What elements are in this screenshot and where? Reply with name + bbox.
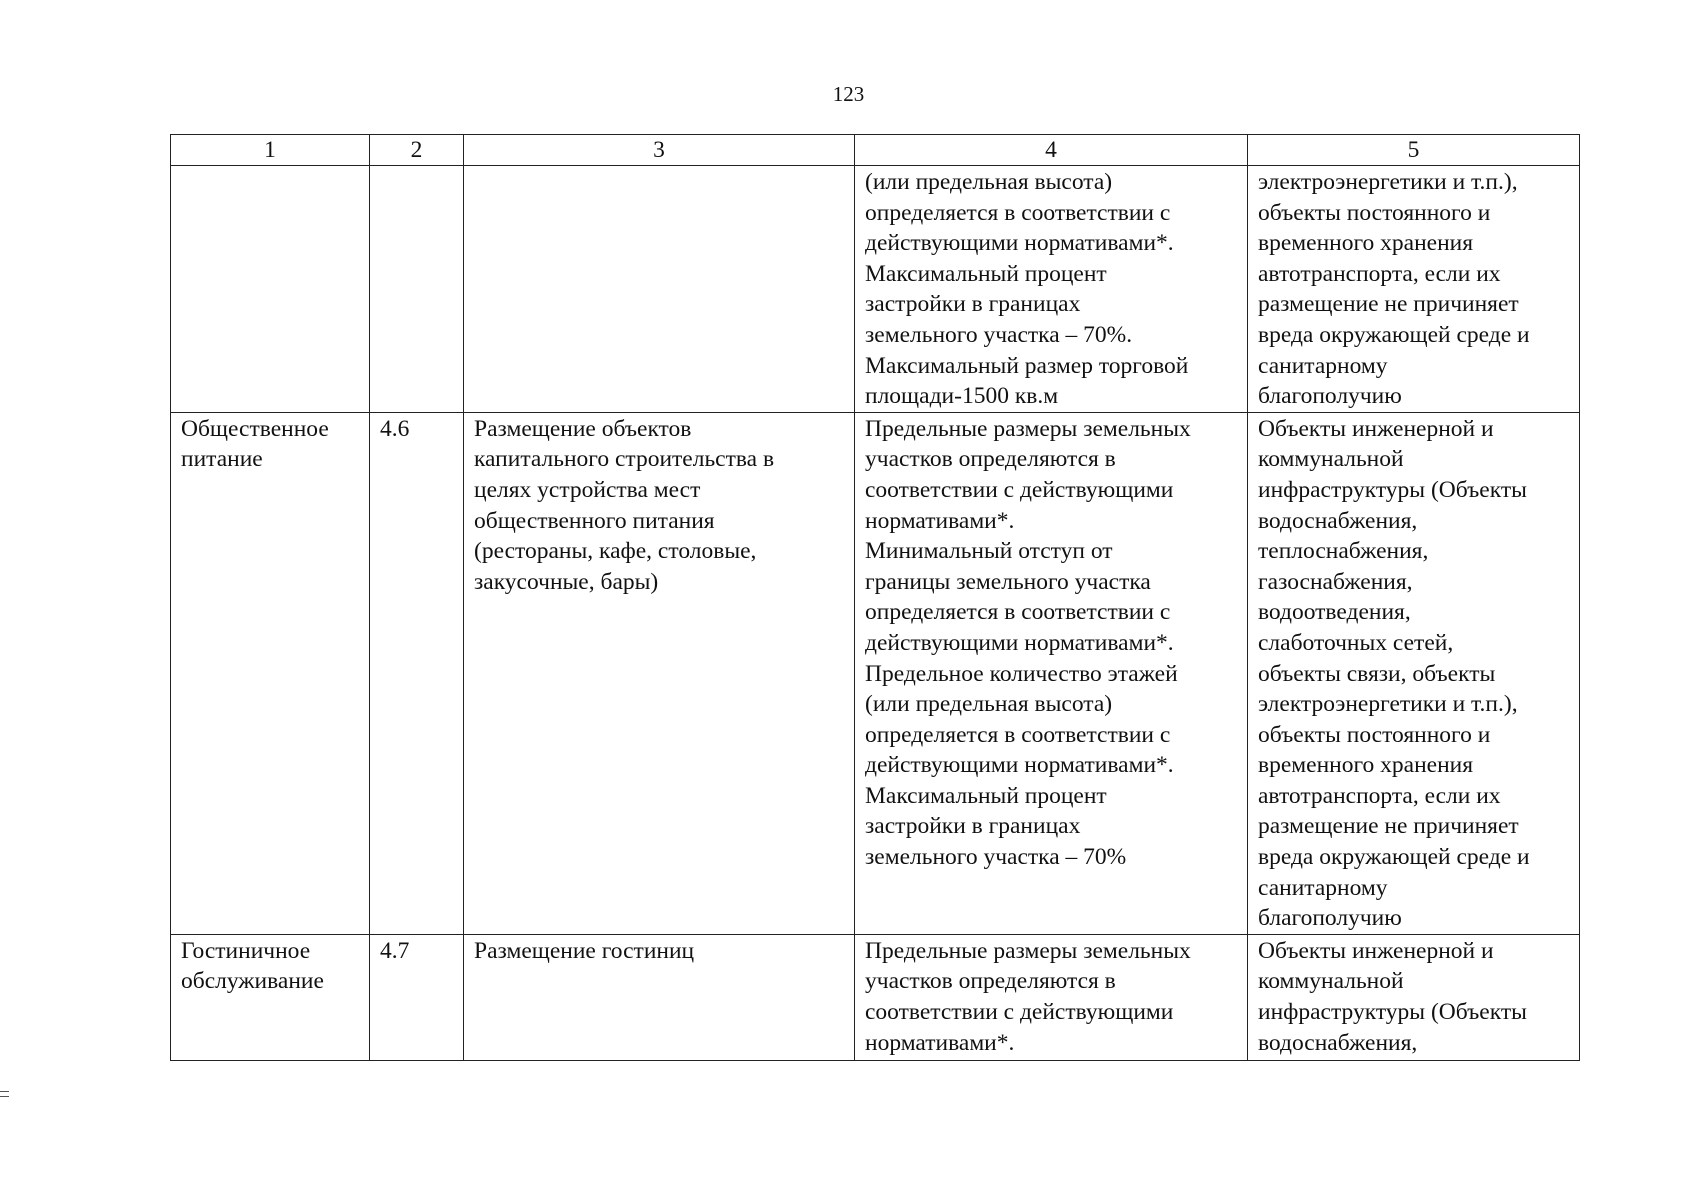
scan-artifact-mark [0,1091,9,1092]
cell-line: слаботочных сетей, [1258,629,1454,656]
cell-name [171,412,370,934]
cell-line: участков определяются в [865,968,1116,995]
cell-line: теплоснабжения, [1258,538,1429,565]
cell-line: действующими нормативами*. [865,230,1174,257]
cell-line: земельного участка – 70%. [865,321,1133,348]
cell-code [370,412,464,934]
cell-line: Предельные размеры земельных [865,415,1191,442]
cell-line: инфраструктуры (Объекты [1258,476,1527,503]
cell-line: Размещение гостиниц [474,937,695,964]
cell-line: временного хранения [1258,230,1474,257]
cell-line: вреда окружающей среде и [1258,321,1530,348]
cell-line: Максимальный размер торговой [865,352,1189,379]
cell-line: соответствии с действующими [865,999,1174,1026]
column-header-4: 4 [855,135,1248,166]
cell-parameters [855,166,1248,413]
cell-description [464,934,855,1060]
cell-line: Максимальный процент [865,260,1107,287]
cell-line: электроэнергетики и т.п.), [1258,169,1518,195]
cell-line: закусочные, бары) [474,568,659,595]
cell-line: земельного участка – 70% [865,844,1127,871]
cell-line: размещение не причиняет [1258,813,1519,840]
cell-line: 4.6 [380,415,410,442]
cell-parameters [855,412,1248,934]
scan-artifact-mark [0,1096,9,1097]
cell-line: нормативами*. [865,1029,1015,1056]
cell-line: вреда окружающей среде и [1258,844,1530,871]
cell-line: соответствии с действующими [865,476,1174,503]
cell-line: автотранспорта, если их [1258,782,1501,809]
column-header-2: 2 [370,135,464,166]
cell-line: водоснабжения, [1258,507,1418,534]
cell-line: застройки в границах [865,813,1081,840]
cell-line: действующими нормативами*. [865,629,1174,656]
cell-line: объекты постоянного и [1258,721,1491,748]
cell-line: благополучию [1258,905,1402,932]
cell-line: целях устройства мест [474,476,701,503]
cell-line: размещение не причиняет [1258,291,1519,318]
cell-name [171,166,370,413]
cell-line: участков определяются в [865,446,1116,473]
cell-line: Размещение объектов [474,415,692,442]
cell-line: площади-1500 кв.м [865,383,1059,410]
page-number: 123 [832,82,865,106]
cell-line: объекты связи, объекты [1258,660,1496,687]
cell-line: (или предельная высота) [865,169,1113,195]
cell-line: общественного питания [474,507,715,534]
cell-line: питание [181,446,263,473]
column-header-5: 5 [1248,135,1580,166]
cell-auxiliary [1248,166,1580,413]
cell-line: (или предельная высота) [865,691,1113,718]
cell-line: границы земельного участка [865,568,1151,595]
cell-line: коммунальной [1258,446,1404,473]
cell-line: (рестораны, кафе, столовые, [474,538,757,565]
cell-line: Предельное количество этажей [865,660,1178,687]
cell-line: Объекты инженерной и [1258,415,1494,442]
table-header-row [171,135,1580,166]
cell-line: благополучию [1258,383,1402,410]
cell-line: автотранспорта, если их [1258,260,1501,287]
cell-line: Объекты инженерной и [1258,937,1494,964]
cell-line: 4.7 [380,937,410,964]
cell-line: определяется в соответствии с [865,721,1171,748]
cell-line: определяется в соответствии с [865,199,1171,226]
column-header-1: 1 [171,135,370,166]
cell-code [370,166,464,413]
cell-line: Предельные размеры земельных [865,937,1191,964]
cell-line: газоснабжения, [1258,568,1413,595]
cell-description [464,166,855,413]
cell-line: действующими нормативами*. [865,752,1174,779]
table-row-catering [171,412,1580,934]
cell-line: застройки в границах [865,291,1081,318]
cell-line: определяется в соответствии с [865,599,1171,626]
cell-parameters [855,934,1248,1060]
cell-auxiliary [1248,934,1580,1060]
cell-line: Гостиничное [181,937,311,964]
cell-line: санитарному [1258,352,1388,379]
table-row-hotel [171,934,1580,1060]
cell-line: водоснабжения, [1258,1029,1418,1056]
cell-code [370,934,464,1060]
land-use-table [170,134,1580,1061]
cell-line: обслуживание [181,968,324,995]
column-header-3: 3 [464,135,855,166]
table-row-continuation [171,166,1580,413]
cell-description [464,412,855,934]
cell-line: водоотведения, [1258,599,1411,626]
cell-line: объекты постоянного и [1258,199,1491,226]
cell-line: инфраструктуры (Объекты [1258,999,1527,1026]
cell-line: электроэнергетики и т.п.), [1258,691,1518,718]
cell-line: Общественное [181,415,329,442]
cell-auxiliary [1248,412,1580,934]
cell-line: нормативами*. [865,507,1015,534]
cell-name [171,934,370,1060]
cell-line: капитального строительства в [474,446,775,473]
cell-line: временного хранения [1258,752,1474,779]
cell-line: Минимальный отступ от [865,538,1113,565]
cell-line: коммунальной [1258,968,1404,995]
cell-line: санитарному [1258,874,1388,901]
cell-line: Максимальный процент [865,782,1107,809]
